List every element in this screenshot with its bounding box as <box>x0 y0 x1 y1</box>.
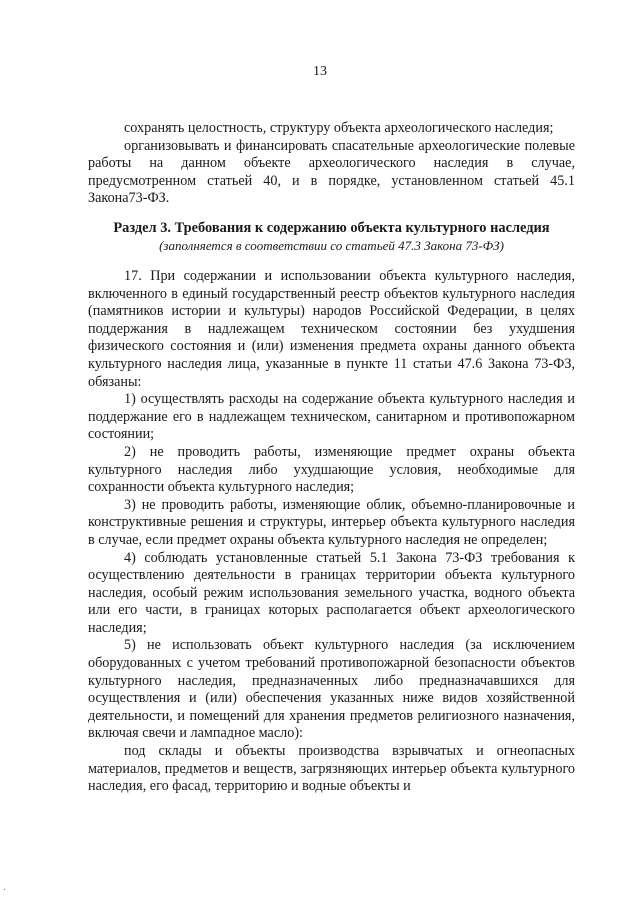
paragraph: 1) осуществлять расходы на содержание объекта культурного наследия и поддержание его в надлежащем техническом, санитарном и противопожарном состоянии; <box>88 391 575 443</box>
paragraph: 5) не использовать объект культурного наследия (за исключением оборудованных с учетом требований противопожарной безопасности объектов культурного наследия, предназначенных либо предназначавшихся для осуществления и (или) обеспечения указанных ниже видов хозяйственной деятельности, и помещений для хранения предметов религиозного назначения, включая свечи и лампадное масло): <box>88 637 575 742</box>
intro-paragraphs <box>88 120 575 208</box>
paragraph: под склады и объекты производства взрывчатых и огнеопасных материалов, предметов и веществ, загрязняющих интерьер объекта культурного наследия, его фасад, территорию и водные объекты и <box>88 743 575 795</box>
paragraph: 2) не проводить работы, изменяющие предмет охраны объекта культурного наследия либо ухудшающие условия, необходимые для сохранности объекта культурного наследия; <box>88 443 575 496</box>
section-title: Раздел 3. Требования к содержанию объекта культурного наследия <box>113 220 550 236</box>
paragraph: 17. При содержании и использовании объекта культурного наследия, включенного в единый государственный реестр объектов культурного наследия (памятников истории и культуры) народов Российской Федерации, в целях поддержания в надлежащем техническом состоянии без ухудшения физического состояния и (или) изменения предмета охраны данного объекта культурного наследия лица, указанные в пункте 11 статьи 47.6 Закона 73-ФЗ, обязаны: <box>88 268 575 390</box>
paragraph: 3) не проводить работы, изменяющие облик, объемно-планировочные и конструктивные решения и структуры, интерьер объекта культурного наследия в случае, если предмет охраны объекта культурного наследия не определен; <box>88 496 575 548</box>
section-subtitle: (заполняется в соответствии со статьей 47.3 Закона 73-ФЗ) <box>159 238 504 253</box>
page-number: 13 <box>313 64 327 79</box>
paragraph: 4) соблюдать установленные статьей 5.1 Закона 73-ФЗ требования к осуществлению деятельности в границах территории объекта культурного наследия, особый режим использования земельного участка, водного объекта или его части, в границах которых располагается объект археологического наследия; <box>88 549 575 636</box>
scan-mark: · <box>3 885 7 896</box>
section-paragraphs <box>88 268 575 796</box>
paragraph: сохранять целостность, структуру объекта археологического наследия; <box>124 120 554 136</box>
paragraph: организовывать и финансировать спасательные археологические полевые работы на данном объекте археологического наследия в случае, предусмотренном статьей 40, и в порядке, установленном статьей 45.1 Закона73-ФЗ. <box>88 137 575 207</box>
